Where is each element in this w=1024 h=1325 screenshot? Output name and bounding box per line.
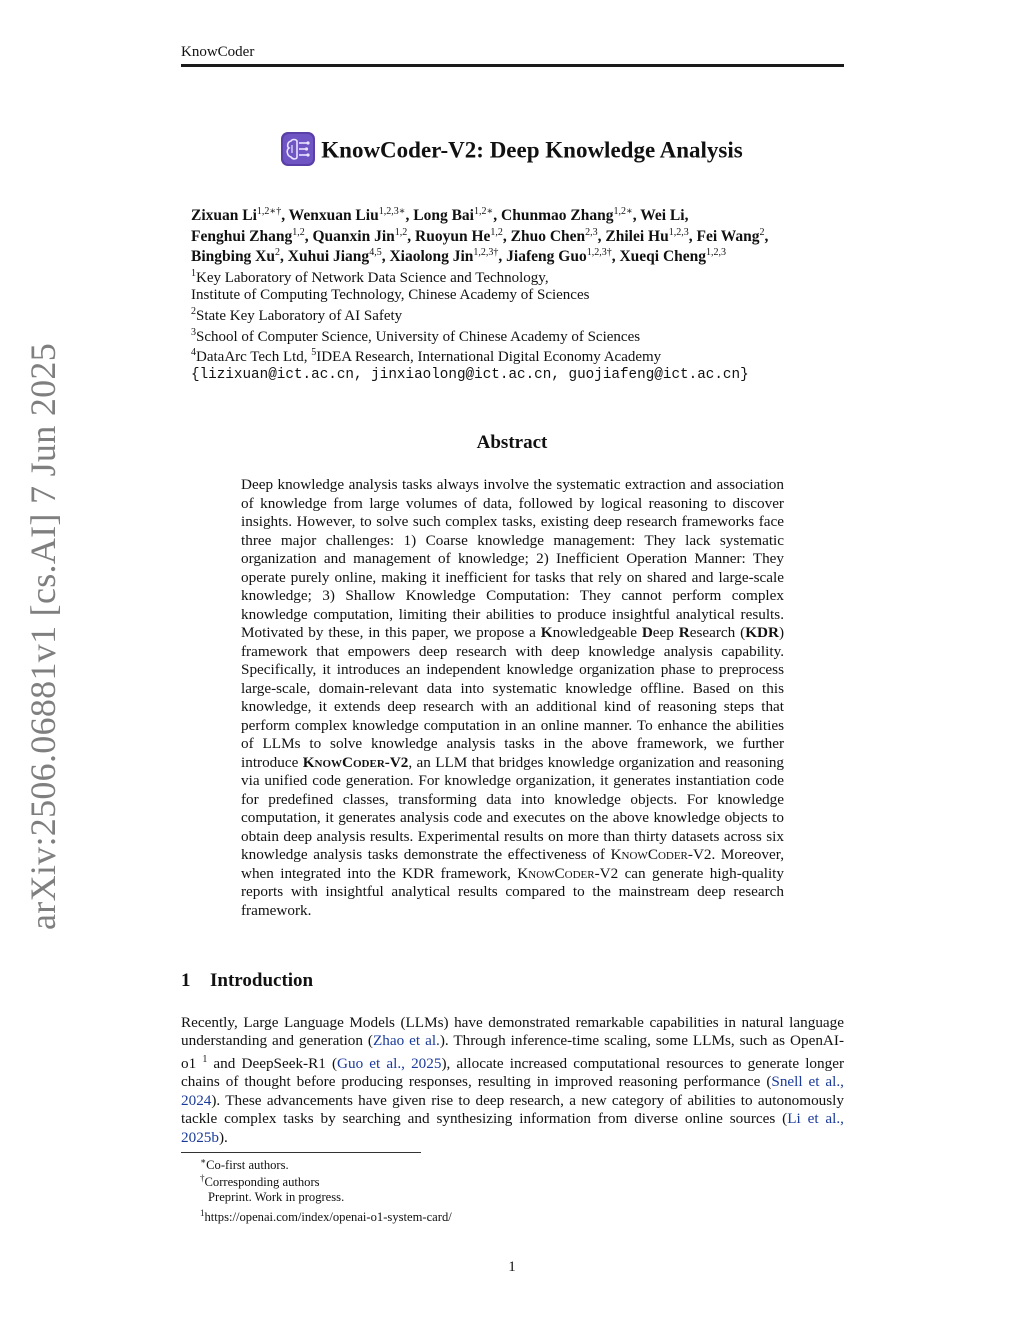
footnote-rule	[181, 1152, 421, 1153]
citation-link[interactable]: Guo et al., 2025	[337, 1054, 442, 1072]
affiliation-4-5: $^4$DataArc Tech Ltd, $^5$IDEA Research, International Digital Economy Academy	[191, 347, 662, 365]
author-emails[interactable]: {lizixuan@ict.ac.cn, jinxiaolong@ict.ac.cn, guojiafeng@ict.ac.cn}	[191, 367, 749, 383]
footnote-preprint: Preprint. Work in progress.	[208, 1190, 345, 1204]
footnote-marker[interactable]: 1	[202, 1053, 208, 1065]
affiliation-3: $^3$School of Computer Science, University of Chinese Academy of Sciences	[191, 327, 641, 345]
affiliation-1: $^1$Key Laboratory of Network Data Science and Technology,	[191, 268, 549, 286]
model-name: KnowCoder-V2	[517, 864, 619, 882]
footnote-cofirst: ∗Co-first authors.	[200, 1156, 289, 1173]
author-line-1: Zixuan $Li^{1,2∗\dagger}$, Wenxuan Liu$^{1,2,3∗}$, Long Bai$^{1,2∗}$, Chunmao Zhang$^{1,2∗}$, Wei Li,	[191, 206, 689, 225]
arxiv-side-stamp[interactable]: arXiv:2506.06881v1 [cs.AI] 7 Jun 2025	[23, 342, 63, 930]
abstract-body: Deep knowledge analysis tasks always involve the systematic extraction and association of knowledge from large volumes of data, followed by logical reasoning to discover insights. However, to solve such complex tasks, existing deep research frameworks face three major challenges: 1) Coarse knowledge management: They lack systematic organization and management of knowledge; 2) Inefficient Operation Manner: They operate purely online, making it inefficient for tasks that rely on shared and large-scale knowledge; 3) Shallow Knowledge Computation: They cannot perform complex knowledge computation, limiting their abilities to produce insightful analytical results. Motivated by these, in this paper, we propose a Knowledgeable Deep Research (KDR) framework that empowers deep research with deep knowledge analysis capability. Specifically, it introduces an independent knowledge organization phase to preprocess large-scale, domain-relevant data into systematic knowledge offline. Based on this knowledge, it extends deep research with an additional kind of reasoning steps that perform complex knowledge computation in an online manner. To enhance the abilities of LLMs to solve knowledge analysis tasks in the above framework, we further introduce KnowCoder-V2, an LLM that bridges knowledge organization and reasoning via unified code generation. For knowledge organization, it generates instantiation code for predefined classes, transforming data into knowledge objects. For knowledge computation, it generates analysis code and executes on the above knowledge objects to obtain deep analysis results. Experimental results on more than thirty datasets across six knowledge analysis tasks demonstrate the effectiveness of KnowCoder-V2. Moreover, when integrated into the KDR framework, KnowCoder-V2 can generate high-quality reports with insightful analytical results compared to the mainstream deep research framework.	[241, 476, 785, 919]
abstract-heading: Abstract	[476, 432, 548, 453]
affiliation-1-cont: Institute of Computing Technology, Chinese Academy of Sciences	[191, 287, 590, 303]
paper-title: KnowCoder-V2: Deep Knowledge Analysis	[321, 137, 743, 163]
brain-circuit-icon	[281, 132, 315, 166]
model-name: KnowCoder-V2	[610, 846, 712, 863]
running-head: KnowCoder	[181, 44, 255, 60]
model-name-bold: KnowCoder-V2	[302, 753, 409, 771]
paper-title-row	[0, 135, 1024, 169]
author-line-3: Bingbing Xu$^2$, Xuhui Jiang$^{4,5}$, Xiaolong Jin$^{1,2,3\dagger}$, Jiafeng Guo$^{1,2,3\dagger}$, Xueqi Cheng$^{1,2,3}$	[191, 247, 727, 266]
introduction-paragraph: Recently, Large Language Models (LLMs) have demonstrated remarkable capabilities in natural language understanding and generation (Zhao et al.). Through inference-time scaling, some LLMs, such as OpenAI-o1 $^1$ and DeepSeek-R1 (Guo et al., 2025), allocate increased computational resources to generate longer chains of thought before producing responses, resulting in improved reasoning performance (Snell et al., 2024). These advancements have given rise to deep research, a new category of abilities to autonomously tackle complex tasks by searching and synthesizing information from diverse online sources (Li et al., 2025b).	[181, 1014, 845, 1146]
author-line-2: Fenghui Zhang$^{1,2}$, Quanxin Jin$^{1,2}$, Ruoyun He$^{1,2}$, Zhuo Chen$^{2,3}$, Zhilei Hu$^{1,2,3}$, Fei Wang$^2$,	[191, 227, 769, 246]
citation-link[interactable]: Snell et al., 2024	[181, 1073, 844, 1109]
footnote-corresponding: †Corresponding authors	[200, 1173, 320, 1190]
citation-link[interactable]: Zhao et al.	[373, 1032, 440, 1050]
affiliation-2: $^2$State Key Laboratory of AI Safety	[191, 306, 403, 324]
footnote-url[interactable]: $^1$https://openai.com/index/openai-o1-system-card/	[200, 1208, 452, 1225]
citation-link[interactable]: Li et al., 2025b	[181, 1110, 844, 1146]
page-number: 1	[508, 1259, 516, 1275]
header-rule	[181, 64, 844, 67]
section-heading-introduction: 1 Introduction	[181, 970, 314, 991]
